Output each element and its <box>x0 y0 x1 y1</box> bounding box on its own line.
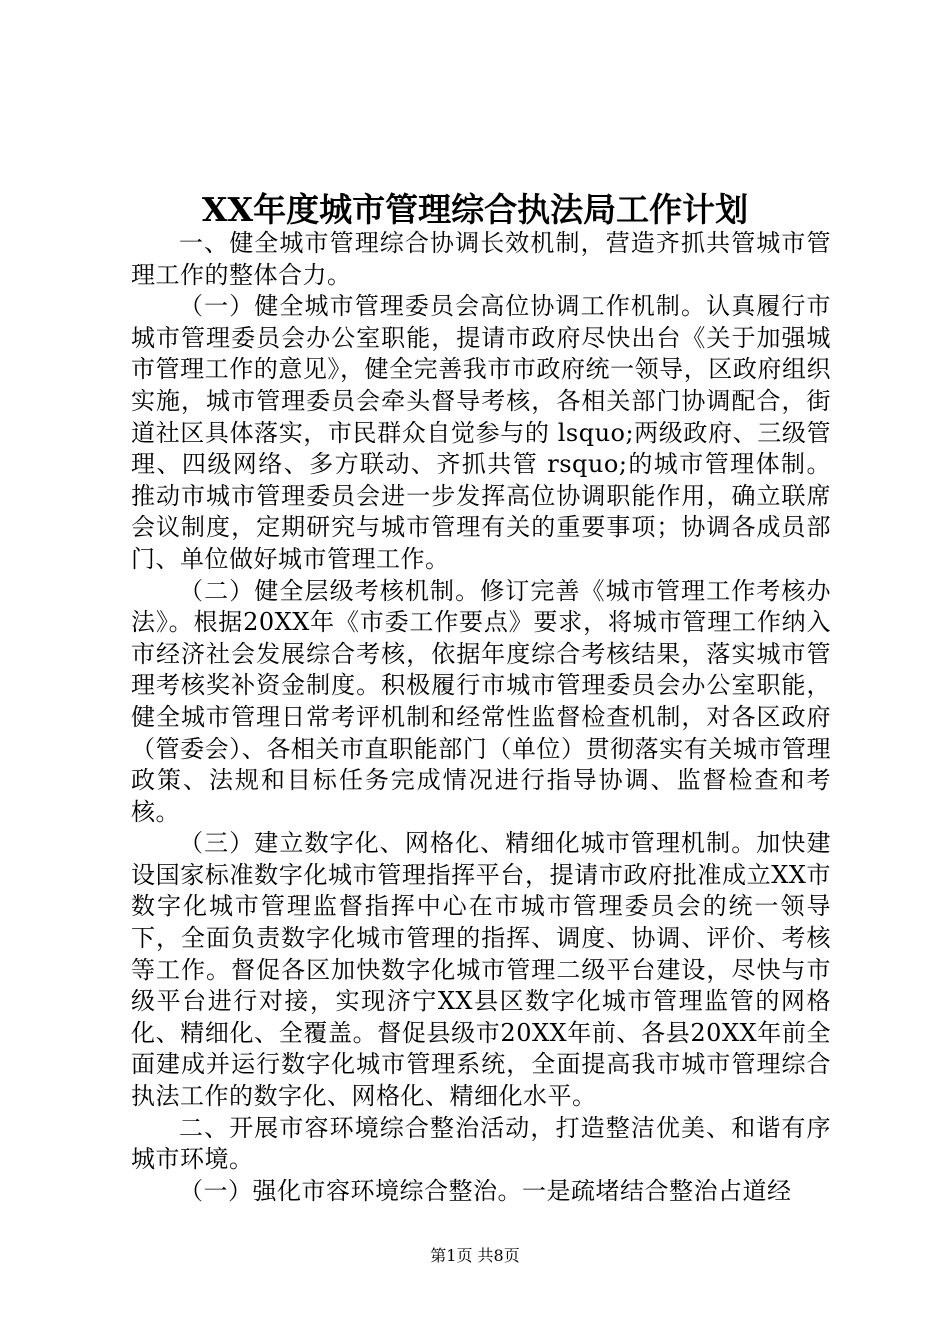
paragraph-section-2: 二、开展市容环境综合整治活动，打造整洁优美、和谐有序城市环境。 <box>131 1113 831 1174</box>
paragraph-item-1-2: （二）健全层级考核机制。修订完善《城市管理工作考核办法》。根据20XX年《市委工作要点》要求，将城市管理工作纳入市经济社会发展综合考核，依据年度综合考核结果，落实城市管理考核奖补资金制度。积极履行市城市管理委员会办公室职能，健全城市管理日常考评机制和经常性监督检查机制，对各区政府（管委会）、各相关市直职能部门（单位）贯彻落实有关城市管理政策、法规和目标任务完成情况进行指导协调、监督检查和考核。 <box>131 576 831 826</box>
paragraph-section-1: 一、健全城市管理综合协调长效机制，营造齐抓共管城市管理工作的整体合力。 <box>131 229 831 289</box>
paragraph-item-1-1: （一）健全城市管理委员会高位协调工作机制。认真履行市城市管理委员会办公室职能，提请市政府尽快出台《关于加强城市管理工作的意见》，健全完善我市市政府统一领导，区政府组织实施，城市管理委员会牵头督导考核，各相关部门协调配合，街道社区具体落实，市民群众自觉参与的 lsquo;两级政府、三级管理、四级网络、多方联动、齐抓共管 rsquo;的城市管理体制。推动市城市管理委员会进一步发挥高位协调职能作用，确立联席会议制度，定期研究与城市管理有关的重要事项；协调各成员部门、单位做好城市管理工作。 <box>131 292 831 573</box>
paragraph-item-1-3: （三）建立数字化、网格化、精细化城市管理机制。加快建设国家标准数字化城市管理指挥平台，提请市政府批准成立XX市数字化城市管理监督指挥中心在市城市管理委员会的统一领导下，全面负责数字化城市管理的指挥、调度、协调、评价、考核等工作。督促各区加快数字化城市管理二级平台建设，尽快与市级平台进行对接，实现济宁XX县区数字化城市管理监管的网格化、精细化、全覆盖。督促县级市20XX年前、各县20XX年前全面建成并运行数字化城市管理系统，全面提高我市城市管理综合执法工作的数字化、网格化、精细化水平。 <box>131 829 831 1111</box>
paragraph-item-2-1: （一）强化市容环境综合整治。一是疏堵结合整治占道经 <box>179 1176 792 1205</box>
document-body <box>131 228 831 1207</box>
document-title: XX年度城市管理综合执法局工作计划 <box>201 190 749 229</box>
page-footer: 第1页 共8页 <box>430 1246 520 1265</box>
